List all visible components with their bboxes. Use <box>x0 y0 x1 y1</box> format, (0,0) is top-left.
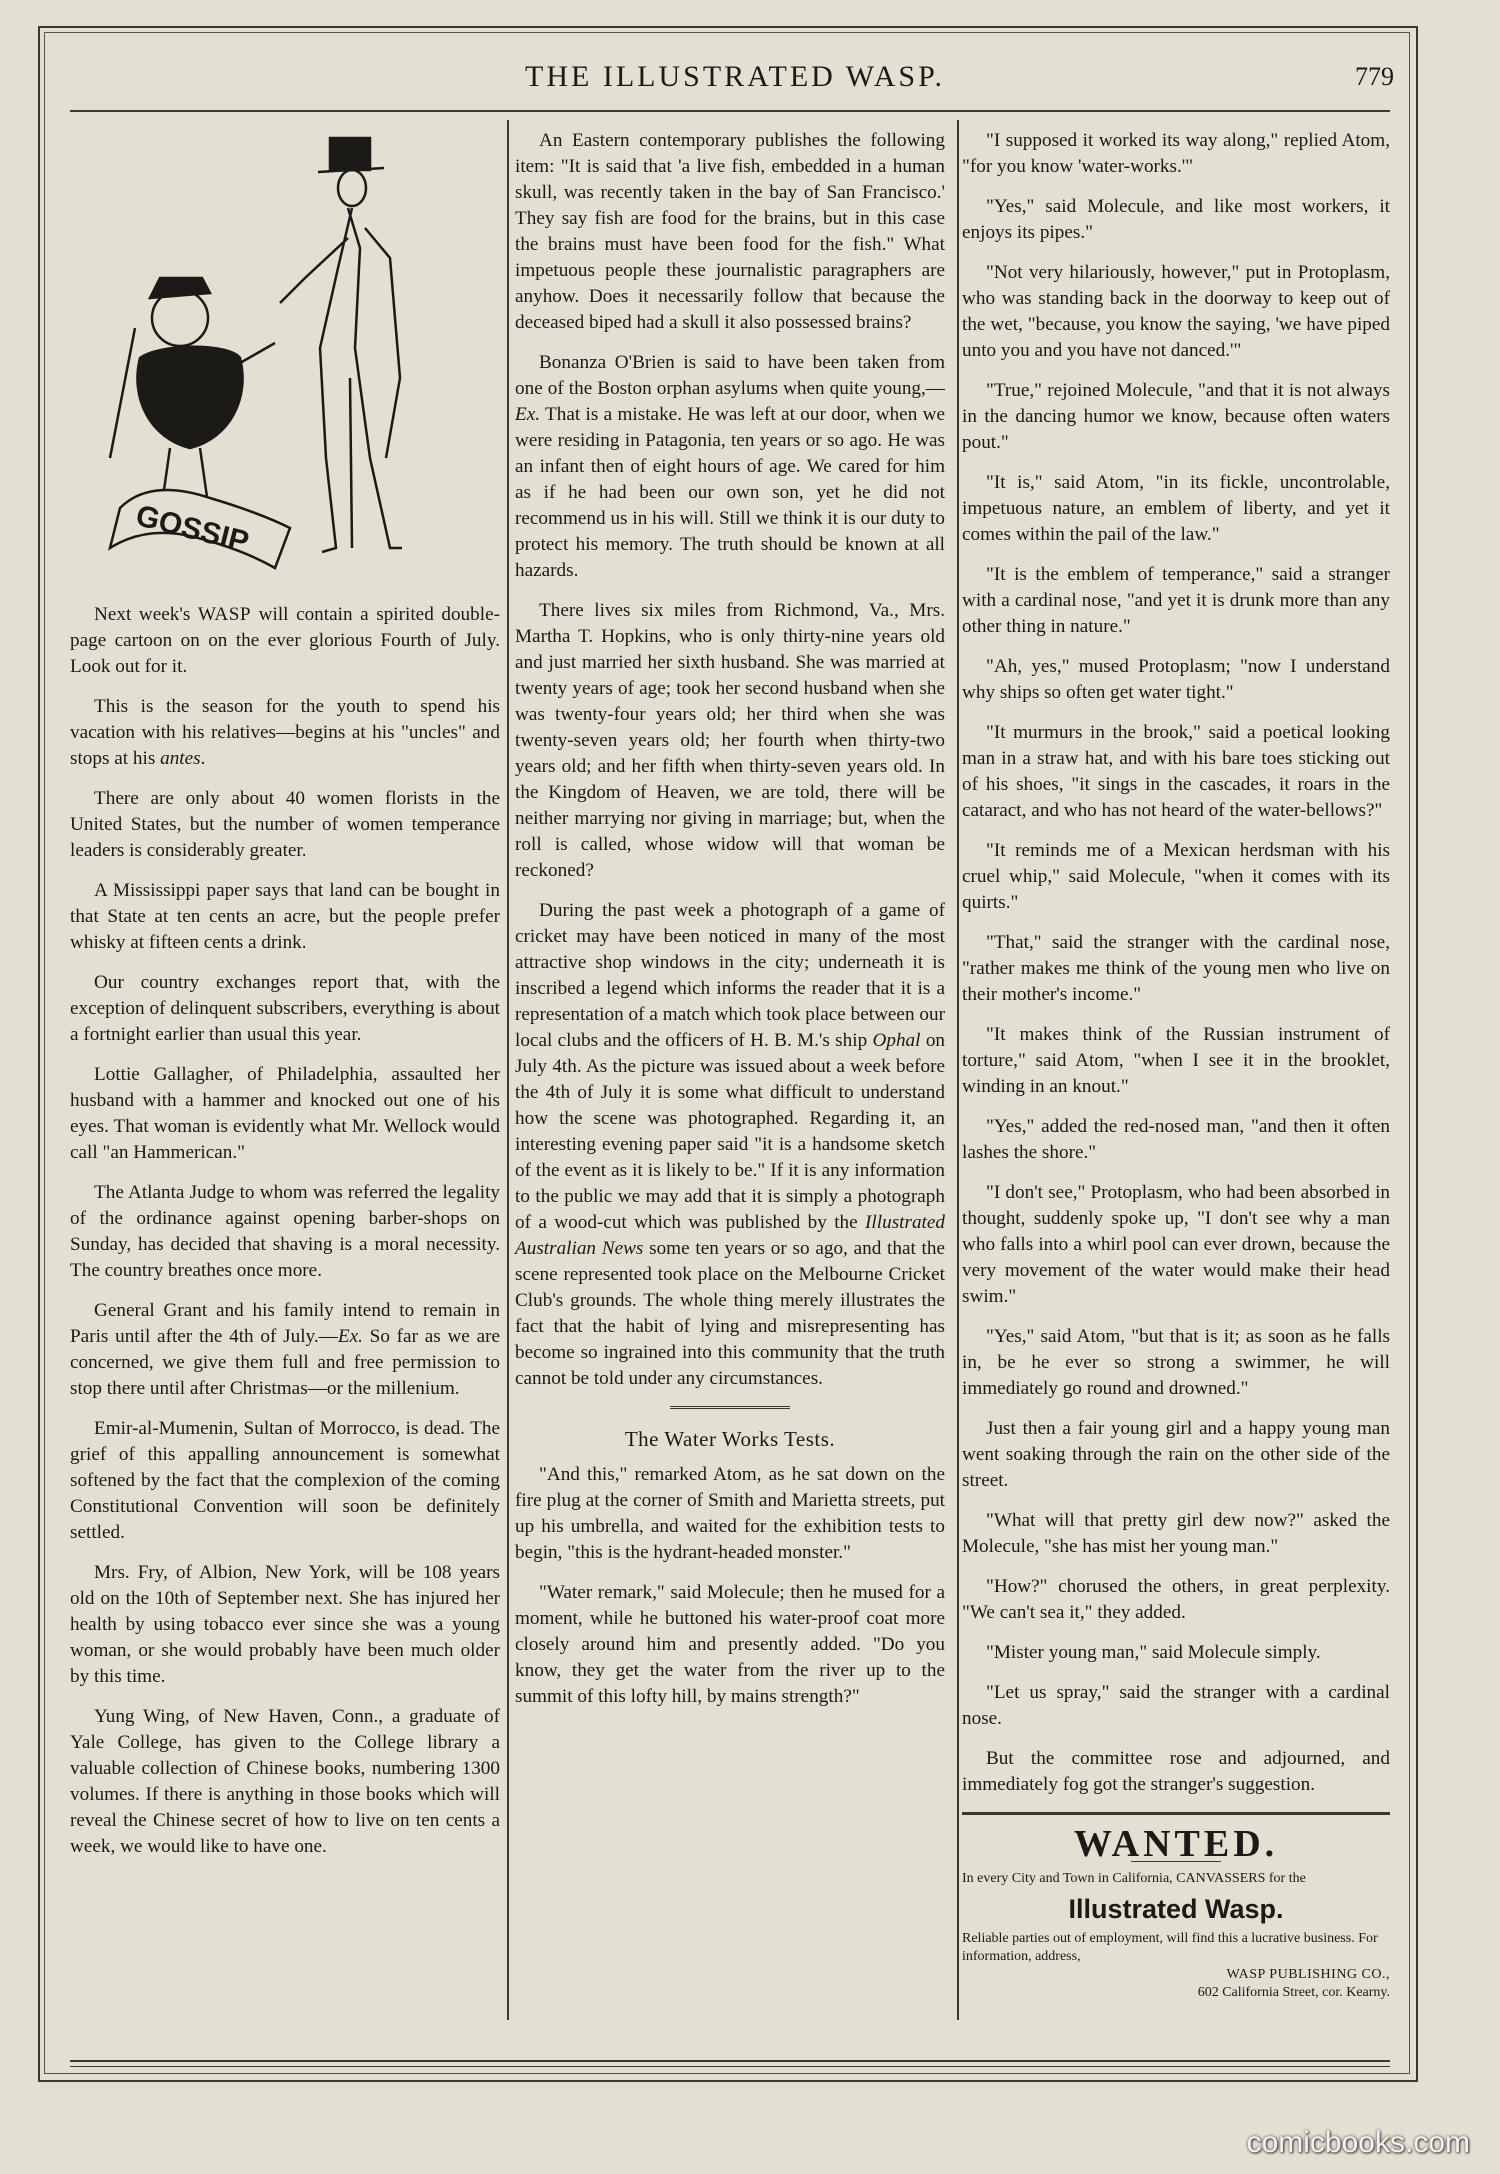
ad-publisher-name: WASP PUBLISHING CO., <box>1226 1967 1390 1982</box>
column-1 <box>70 128 500 1874</box>
section-divider <box>670 1406 790 1412</box>
article-paragraph: The Atlanta Judge to whom was referred the legality of the ordinance against opening barber-shops on Sunday, has decided that shaving is a moral necessity. The country breathes once more. <box>70 1182 500 1281</box>
watermark-text: comicbooks.com <box>1246 2126 1470 2159</box>
article-paragraph: A Mississippi paper says that land can be bought in that State at ten cents an acre, but the people prefer whisky at fifteen cents a drink. <box>70 880 500 953</box>
inline-emphasis: Illustrated Australian News <box>515 1212 945 1259</box>
article-paragraph: "True," rejoined Molecule, "and that it is not always in the dancing humor we know, because often waters pout." <box>962 380 1390 453</box>
col3-paragraphs <box>962 128 1390 1798</box>
ad-address: 602 California Street, cor. Kearny. <box>1197 1985 1390 2000</box>
header-rule <box>70 110 1390 112</box>
article-paragraph: "Yes," added the red-nosed man, "and then it often lashes the shore." <box>962 1116 1390 1163</box>
page-number: 779 <box>1355 62 1394 91</box>
article-paragraph: "Yes," said Atom, "but that is it; as soon as he falls in, be he ever so strong a swimmer, he will immediately go round and drowned." <box>962 1326 1390 1399</box>
article-paragraph: General Grant and his family intend to remain in Paris until after the 4th of July.—Ex. So far as we are concerned, we give them full and free permission to stop there until after Christmas—or the millenium. <box>70 1300 500 1399</box>
article-paragraph: "It murmurs in the brook," said a poetical looking man in a straw hat, and with his bare toes sticking out of his shoes, "it sings in the cascades, it roars in the cataract, and who has not heard of the water-bellows?" <box>962 722 1390 821</box>
gossip-cartoon-illustration <box>90 128 530 588</box>
inline-emphasis: WASP <box>197 604 252 625</box>
article-paragraph: "It is the emblem of temperance," said a stranger with a cardinal nose, "and yet it is drunk more than any other thing in nature." <box>962 564 1390 637</box>
article-paragraph: Emir-al-Mumenin, Sultan of Morrocco, is dead. The grief of this appalling announcement is somewhat softened by the fact that the complexion of the coming Constitutional Convention will soon be definitely settled. <box>70 1418 500 1543</box>
ad-line2: Reliable parties out of employment, will find this a lucrative business. For information, address, <box>962 1931 1378 1964</box>
article-paragraph: Mrs. Fry, of Albion, New York, will be 108 years old on the 10th of September next. She has injured her health by using tobacco ever since she was a young woman, or she would probably have been much older by this time. <box>70 1562 500 1687</box>
article-paragraph: There are only about 40 women florists in the United States, but the number of women temperance leaders is considerably greater. <box>70 788 500 861</box>
article-paragraph: Yung Wing, of New Haven, Conn., a graduate of Yale College, has given to the College library a valuable collection of Chinese books, numbering 1300 volumes. If there is anything in those books which will reveal the Chinese secret of how to live on ten cents a week, we would like to have one. <box>70 1706 500 1857</box>
article-paragraph: Lottie Gallagher, of Philadelphia, assaulted her husband with a hammer and knocked out one of his eyes. That woman is evidently what Mr. Wellock would call "an Hammerican." <box>70 1064 500 1163</box>
article-paragraph: Our country exchanges report that, with the exception of delinquent subscribers, everything is about a fortnight earlier than usual this year. <box>70 972 500 1045</box>
article-paragraph: "It is," said Atom, "in its fickle, uncontrolable, impetuous nature, an emblem of liberty, and yet it comes within the pail of the law." <box>962 472 1390 545</box>
col2b-paragraphs <box>515 1462 945 1710</box>
article-paragraph: There lives six miles from Richmond, Va., Mrs. Martha T. Hopkins, who is only thirty-nine years old and just married her sixth husband. She was married at twenty years of age; took her second husband when she was twenty-four years old; her third when she was twenty-seven years old; her fourth when thirty-two years old; and her fifth when thirty-seven years old. In the Kingdom of Heaven, we are told, there will be neither marrying nor giving in marriage; but, when the roll is called, whose widow will that woman be reckoned? <box>515 600 945 881</box>
inline-emphasis: Ophal <box>872 1030 921 1051</box>
article-paragraph: "I don't see," Protoplasm, who had been absorbed in thought, suddenly spoke up, "I don't see why a man who falls into a whirl pool can ever drown, because the very movement of the water would make their head swim." <box>962 1182 1390 1307</box>
article-paragraph: "Let us spray," said the stranger with a cardinal nose. <box>962 1682 1390 1729</box>
section-title: The Water Works Tests. <box>624 1427 836 1451</box>
inline-emphasis: antes <box>160 748 201 769</box>
column-2 <box>515 128 945 1724</box>
ad-heading: WANTED. <box>1073 1823 1279 1865</box>
article-paragraph: Bonanza O'Brien is said to have been taken from one of the Boston orphan asylums when quite young,—Ex. That is a mistake. He was left at our door, when we were residing in Patagonia, ten years or so ago. He was an infant then of eight hours of age. We cared for him as if he had been our own son, yet he did not recommend us in his will. Still we think it is our duty to protect his memory. The truth should be known at all hazards. <box>515 352 945 581</box>
article-paragraph: "Yes," said Molecule, and like most workers, it enjoys its pipes." <box>962 196 1390 243</box>
col2-paragraphs <box>515 128 945 1392</box>
column-3 <box>962 128 1390 2002</box>
article-paragraph: "It reminds me of a Mexican herdsman with his cruel whip," said Molecule, "when it comes with its quirts." <box>962 840 1390 913</box>
ad-publisher <box>962 1966 1390 1984</box>
article-paragraph: "It makes think of the Russian instrument of torture," said Atom, "when I see it in the brooklet, winding in an knout." <box>962 1024 1390 1097</box>
footer-rule <box>70 2060 1390 2062</box>
inline-emphasis: Ex. <box>337 1326 363 1347</box>
ad-brand: Illustrated Wasp. <box>1068 1894 1284 1924</box>
article-paragraph: "That," said the stranger with the cardinal nose, "rather makes me think of the young men who live on their mother's income." <box>962 932 1390 1005</box>
article-paragraph: "Water remark," said Molecule; then he mused for a moment, while he buttoned his water-proof coat more closely around him and presently added. "Do you know, they get the water from the river up to the summit of this lofty hill, by mains strength?" <box>515 1582 945 1707</box>
wanted-advertisement <box>962 1812 1390 2002</box>
article-paragraph: "Ah, yes," mused Protoplasm; "now I understand why ships so often get water tight." <box>962 656 1390 703</box>
article-paragraph: But the committee rose and adjourned, and immediately fog got the stranger's suggestion. <box>962 1748 1390 1795</box>
article-paragraph: Next week's WASP will contain a spirited double-page cartoon on on the ever glorious Fourth of July. Look out for it. <box>70 604 500 677</box>
article-paragraph: "I supposed it worked its way along," replied Atom, "for you know 'water-works.'" <box>962 130 1390 177</box>
article-paragraph: "Mister young man," said Molecule simply. <box>986 1642 1321 1663</box>
cartoon-banner-text: GOSSIP <box>132 499 253 560</box>
article-paragraph: During the past week a photograph of a game of cricket may have been noticed in many of the most attractive shop windows in the city; underneath it is inscribed a legend which informs the reader that it is a representation of a match which took place between our local clubs and the officers of H. B. M.'s ship Ophal on July 4th. As the picture was issued about a week before the 4th of July it is some what difficult to understand how the scene was photographed. Regarding it, an interesting evening paper said "it is a handsome sketch of the event as it is likely to be." If it is any information to the public we may add that it is simply a photograph of a wood-cut which was published by the Illustrated Australian News some ten years or so ago, and that the scene represented took place on the Melbourne Cricket Club's grounds. The whole thing merely illustrates the fact that the habit of lying and misrepresenting has become so ingrained into this community that the truth cannot be told under any circumstances. <box>515 900 946 1389</box>
article-paragraph: "Not very hilariously, however," put in Protoplasm, who was standing back in the doorway to keep out of the wet, "because, you know the saying, 'we have piped unto you and you have not danced.'" <box>962 262 1390 361</box>
article-paragraph: This is the season for the youth to spend his vacation with his relatives—begins at his "uncles" and stops at his antes. <box>70 696 500 769</box>
article-paragraph: An Eastern contemporary publishes the following item: "It is said that 'a live fish, embedded in a human skull, was recently taken in the bay of San Francisco.' They say fish are food for the brains, but in this case the brains must have been food for the fish." What impetuous people these journalistic paragraphers are anyhow. Does it necessarily follow that because the deceased biped had a skull it also possessed brains? <box>515 130 945 333</box>
inline-emphasis: Ex. <box>515 404 541 425</box>
ad-line1: In every City and Town in California, CANVASSERS for the <box>962 1871 1306 1886</box>
col1-paragraphs <box>70 602 500 1860</box>
footer-rule-thin <box>70 2066 1390 2067</box>
article-paragraph: Just then a fair young girl and a happy young man went soaking through the rain on the other side of the street. <box>962 1418 1390 1491</box>
article-paragraph: "And this," remarked Atom, as he sat down on the fire plug at the corner of Smith and Marietta streets, put up his umbrella, and waited for the exhibition tests to begin, "this is the hydrant-headed monster." <box>515 1464 945 1563</box>
masthead-title: THE ILLUSTRATED WASP. <box>525 60 945 93</box>
column-rule-2 <box>957 120 959 2020</box>
article-paragraph: "How?" chorused the others, in great perplexity. "We can't sea it," they added. <box>962 1576 1390 1623</box>
page-header <box>70 58 1400 108</box>
article-paragraph: "What will that pretty girl dew now?" asked the Molecule, "she has mist her young man." <box>962 1510 1390 1557</box>
